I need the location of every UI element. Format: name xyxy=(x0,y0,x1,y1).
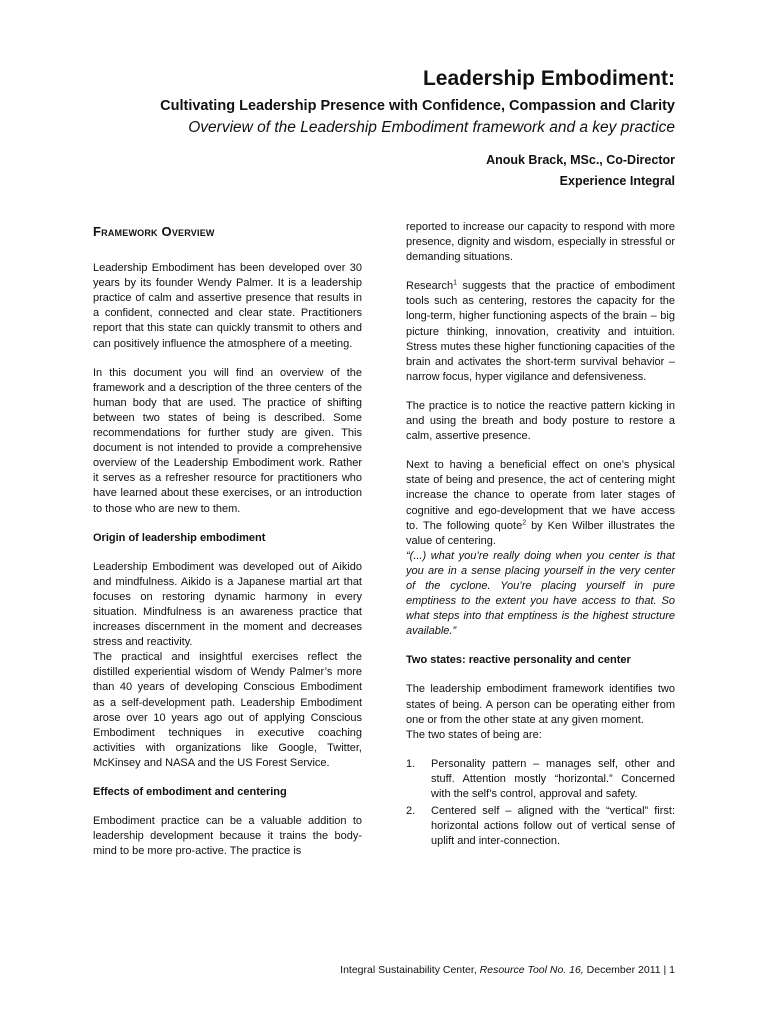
list-item xyxy=(406,757,675,802)
paragraph: In this document you will find an overview of the framework and a description of the three centers of the human body that are used. The practice of shifting between two states of being is described. Some recommendations for further study are given. This document is not intended to provide a comprehensive overview of the Leadership Embodiment work. Rather it serves as a refresher resource for practitioners who have learned about these exercises, or an introduction to those who are new to them. xyxy=(93,366,362,515)
paragraph: The leadership embodiment framework identifies two states of being. A person can be operating either from one or from the other state at any given moment. xyxy=(406,683,675,726)
section-title-text: Framework Overview xyxy=(93,224,215,239)
author-organization: Experience Integral xyxy=(559,174,675,188)
paragraph-research xyxy=(406,279,675,385)
document-subtitle: Cultivating Leadership Presence with Confidence, Compassion and Clarity xyxy=(160,98,675,114)
document-header xyxy=(160,66,675,139)
paragraph: The practical and insightful exercises reflect the distilled experiential wisdom of Wendy Palmer’s more than 40 years of developing Conscious Embodiment as a self-development path. Leadership Embodiment arose over 10 years ago out of applying Conscious Embodiment techniques in executive coaching activities with organizations like Google, Twitter, McKinsey and NASA and the US Forest Service. xyxy=(93,651,362,769)
footer-publication: Resource Tool No. 16, xyxy=(479,964,584,976)
left-column xyxy=(93,222,362,873)
paragraph: Leadership Embodiment was developed out of Aikido and mindfulness. Aikido is a Japanese martial art that focuses on restoring dynamic harmony in every situation. Mindfulness is an awareness practice that increases discernment in the moment and decreases stress and reactivity. xyxy=(93,560,362,649)
quote-intro-text: Next to having a beneficial effect on one’s physical state of being and presence, the act of centering might increase the chance to operate from later stages of cognitive and ego-development that we have access to. The following quote xyxy=(406,459,675,532)
subheading-effects: Effects of embodiment and centering xyxy=(93,786,287,798)
paragraph: reported to increase our capacity to respond with more presence, dignity and wisdom, especially in stressful or demanding situations. xyxy=(406,221,675,264)
footnote-ref-2: 2 xyxy=(522,518,527,526)
states-list xyxy=(406,757,675,850)
author-block xyxy=(486,150,675,192)
footer-org: Integral Sustainability Center, xyxy=(340,964,480,976)
page-footer xyxy=(340,964,675,976)
footnote-ref-1: 1 xyxy=(453,279,457,287)
quote-intro-text-end: by Ken Wilber illustrates the value of centering. xyxy=(406,519,676,547)
author-name: Anouk Brack, MSc., Co-Director xyxy=(486,153,675,167)
paragraph: The two states of being are: xyxy=(406,728,542,741)
paragraph: Leadership Embodiment has been developed over 30 years by its founder Wendy Palmer. It is a leadership practice of calm and assertive presence that results in a confident, connected and clear state. Practitioners report that this state can quickly transmit to others and can positively influence the atmosphere of a meeting. xyxy=(93,262,362,350)
document-title: Leadership Embodiment: xyxy=(422,67,675,90)
subheading-origin: Origin of leadership embodiment xyxy=(93,531,266,544)
right-column xyxy=(406,220,675,851)
list-item-text: Personality pattern – manages self, other and stuff. Attention mostly “horizontal.” Concerned with the self’s control, approval and safety. xyxy=(431,757,675,800)
list-item xyxy=(406,804,675,849)
paragraph-quote-intro xyxy=(406,458,675,549)
paragraph: Embodiment practice can be a valuable addition to leadership development because it trains the body-mind to be more pro-active. The practice is xyxy=(93,815,362,858)
list-item-text: Centered self – aligned with the “vertical” first: horizontal actions follow out of vertical sense of uplift and inter-connection. xyxy=(431,805,675,848)
research-text: suggests that the practice of embodiment tools such as centering, restores the capacity for the long-term, higher functioning aspects of the brain – big picture thinking, innovation, creativity and intuition. Stress mutes these higher functioning capacities of the brain and activates the short-term survival behavior – narrow focus, hyper vigilance and defensiveness. xyxy=(406,280,675,383)
ken-wilber-quote: “(...) what you’re really doing when you center is that you are in a sense placing yourself in the very center of the cyclone. You’re placing yourself in pure emptiness to the extent you have access to that. So what steps into that emptiness is the highest structure available.” xyxy=(406,549,675,638)
subheading-two-states: Two states: reactive personality and center xyxy=(406,654,631,667)
paragraph: The practice is to notice the reactive pattern kicking in and using the breath and body posture to restore a calm, assertive presence. xyxy=(406,399,675,443)
footer-date-page: December 2011 | 1 xyxy=(583,964,675,976)
list-number: 1. xyxy=(406,757,416,770)
document-subtitle-italic: Overview of the Leadership Embodiment framework and a key practice xyxy=(188,119,675,136)
research-word: Research xyxy=(406,280,454,293)
list-number: 2. xyxy=(406,805,416,818)
section-title-framework-overview xyxy=(93,224,362,239)
